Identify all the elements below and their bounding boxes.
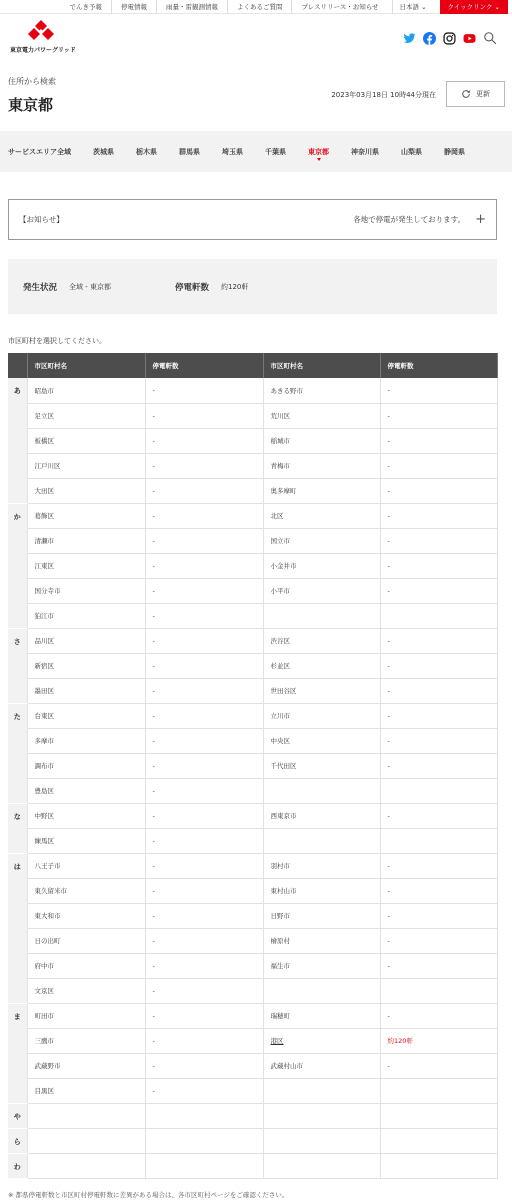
table-row bbox=[8, 678, 497, 703]
outage-count-cell: - bbox=[145, 778, 263, 803]
municipality-name-cell[interactable]: 福生市 bbox=[263, 953, 380, 978]
table-row bbox=[8, 1128, 497, 1153]
expand-plus-icon[interactable]: + bbox=[475, 212, 486, 227]
municipality-name-cell[interactable]: 中央区 bbox=[263, 728, 380, 753]
kana-group-label: ら bbox=[8, 1128, 27, 1153]
table-row bbox=[8, 778, 497, 803]
outage-count-cell: - bbox=[380, 503, 497, 528]
table-row bbox=[8, 953, 497, 978]
municipality-name-cell bbox=[263, 1103, 380, 1128]
tab-yamanashi[interactable]: 山梨県 bbox=[401, 147, 422, 156]
outage-count-cell: - bbox=[380, 728, 497, 753]
table-row bbox=[8, 453, 497, 478]
outage-count-label: 停電軒数 bbox=[175, 282, 210, 293]
outage-count-cell: - bbox=[145, 953, 263, 978]
table-row bbox=[8, 1003, 497, 1028]
status-label: 発生状況 bbox=[23, 282, 58, 293]
municipality-name-cell[interactable]: 小金井市 bbox=[263, 553, 380, 578]
table-row bbox=[8, 628, 497, 653]
outage-count-cell bbox=[380, 978, 497, 1003]
table-row bbox=[8, 1053, 497, 1078]
prefecture-tabs bbox=[0, 131, 512, 172]
outage-count-cell: - bbox=[145, 1028, 263, 1053]
municipality-name-cell[interactable]: 調布市 bbox=[27, 753, 145, 778]
instagram-icon[interactable] bbox=[443, 30, 456, 43]
municipality-name-cell[interactable]: 国分寺市 bbox=[27, 578, 145, 603]
refresh-button[interactable] bbox=[446, 81, 505, 107]
municipality-name-cell[interactable]: 狛江市 bbox=[27, 603, 145, 628]
outage-count-cell bbox=[380, 828, 497, 853]
municipality-name-cell[interactable]: 日の出町 bbox=[27, 928, 145, 953]
outage-count-cell: - bbox=[380, 903, 497, 928]
table-row bbox=[8, 828, 497, 853]
outage-count-cell: - bbox=[380, 928, 497, 953]
table-row bbox=[8, 1078, 497, 1103]
outage-count-cell bbox=[380, 1128, 497, 1153]
table-row bbox=[8, 528, 497, 553]
municipality-name-cell[interactable]: 稲城市 bbox=[263, 428, 380, 453]
kana-group-label: は bbox=[8, 853, 27, 1003]
outage-count-cell: - bbox=[145, 428, 263, 453]
municipality-name-cell[interactable]: 三鷹市 bbox=[27, 1028, 145, 1053]
outage-count-cell: - bbox=[145, 978, 263, 1003]
outage-count-cell: - bbox=[380, 428, 497, 453]
table-row bbox=[8, 1028, 497, 1053]
outage-count-cell: - bbox=[145, 878, 263, 903]
kana-group-label: さ bbox=[8, 628, 27, 703]
municipality-name-cell bbox=[263, 828, 380, 853]
table-row bbox=[8, 853, 497, 878]
municipality-name-cell[interactable]: 品川区 bbox=[27, 628, 145, 653]
column-header-municipality: 市区町村名 bbox=[27, 353, 145, 378]
table-row bbox=[8, 503, 497, 528]
language-label: 日本語 bbox=[399, 2, 420, 11]
outage-count-cell: - bbox=[380, 853, 497, 878]
table-row bbox=[8, 553, 497, 578]
quick-link-label: クイックリンク bbox=[447, 2, 493, 11]
quick-link-button[interactable] bbox=[440, 0, 508, 14]
outage-count-value: 約120軒 bbox=[221, 282, 249, 291]
municipality-name-cell[interactable]: 世田谷区 bbox=[263, 678, 380, 703]
table-row bbox=[8, 403, 497, 428]
outage-count-cell: - bbox=[145, 803, 263, 828]
table-row bbox=[8, 378, 497, 403]
search-icon[interactable] bbox=[483, 30, 496, 43]
column-header-outage-count: 停電軒数 bbox=[380, 353, 497, 378]
kana-group-label: ま bbox=[8, 1003, 27, 1103]
outage-count-cell: - bbox=[380, 378, 497, 403]
outage-count-cell: - bbox=[380, 753, 497, 778]
utility-link-teiden[interactable]: 停電情報 bbox=[111, 0, 156, 14]
municipality-name-cell[interactable]: 瑞穂町 bbox=[263, 1003, 380, 1028]
outage-count-cell: - bbox=[145, 478, 263, 503]
notice-message: 各地で停電が発生しております。 bbox=[353, 215, 466, 224]
status-area: 全域 - 東京都 bbox=[69, 282, 111, 291]
outage-count-cell bbox=[145, 1153, 263, 1178]
outage-count-cell: - bbox=[145, 903, 263, 928]
tab-ibaraki[interactable]: 茨城県 bbox=[93, 147, 114, 156]
municipality-name-cell[interactable]: 豊島区 bbox=[27, 778, 145, 803]
municipality-name-cell[interactable]: 奥多摩町 bbox=[263, 478, 380, 503]
outage-count-cell: - bbox=[380, 553, 497, 578]
outage-count-cell: - bbox=[145, 703, 263, 728]
outage-count-cell: - bbox=[145, 653, 263, 678]
municipality-name-cell[interactable]: 墨田区 bbox=[27, 678, 145, 703]
table-row bbox=[8, 753, 497, 778]
municipality-name-cell[interactable]: 立川市 bbox=[263, 703, 380, 728]
outage-count-cell: - bbox=[145, 553, 263, 578]
utility-link-faq[interactable]: よくあるご質問 bbox=[227, 0, 292, 14]
municipality-name-cell[interactable]: 西東京市 bbox=[263, 803, 380, 828]
tab-kanagawa[interactable]: 神奈川県 bbox=[351, 147, 379, 156]
column-header-outage-count: 停電軒数 bbox=[145, 353, 263, 378]
municipality-name-cell[interactable]: 杉並区 bbox=[263, 653, 380, 678]
outage-count-cell: - bbox=[380, 1053, 497, 1078]
update-timestamp: 2023年03月18日 10時44分現在 bbox=[331, 91, 436, 99]
outage-count-cell: - bbox=[145, 578, 263, 603]
table-row bbox=[8, 978, 497, 1003]
outage-count-cell: - bbox=[145, 528, 263, 553]
outage-count-cell: - bbox=[380, 803, 497, 828]
table-row bbox=[8, 478, 497, 503]
municipality-name-cell[interactable]: 東久留米市 bbox=[27, 878, 145, 903]
municipality-name-cell[interactable]: 東村山市 bbox=[263, 878, 380, 903]
municipality-name-cell[interactable]: 大田区 bbox=[27, 478, 145, 503]
municipality-name-cell[interactable]: 昭島市 bbox=[27, 378, 145, 403]
outage-count-cell: - bbox=[380, 628, 497, 653]
outage-count-cell: - bbox=[145, 378, 263, 403]
refresh-icon bbox=[461, 89, 471, 99]
instruction-text: 市区町村を選択してください。 bbox=[8, 337, 106, 345]
outage-count-cell: - bbox=[145, 628, 263, 653]
municipality-name-cell[interactable]: 清瀬市 bbox=[27, 528, 145, 553]
municipality-name-cell bbox=[27, 1128, 145, 1153]
municipality-name-cell[interactable]: 青梅市 bbox=[263, 453, 380, 478]
table-row bbox=[8, 603, 497, 628]
outage-count-cell: - bbox=[145, 678, 263, 703]
municipality-name-cell bbox=[263, 1153, 380, 1178]
municipality-name-cell[interactable]: 練馬区 bbox=[27, 828, 145, 853]
notice-panel[interactable] bbox=[8, 199, 497, 240]
outage-count-cell: - bbox=[380, 403, 497, 428]
tab-gunma[interactable]: 群馬県 bbox=[179, 147, 200, 156]
footnote: ※ 都県停電軒数と市区町村停電軒数に差異がある場合は、各市区町村ページをご確認ください。 bbox=[8, 1191, 289, 1199]
youtube-icon[interactable] bbox=[463, 30, 476, 43]
municipality-name-cell[interactable]: 江戸川区 bbox=[27, 453, 145, 478]
municipality-name-cell[interactable]: 文京区 bbox=[27, 978, 145, 1003]
table-body bbox=[8, 378, 497, 1178]
table-row bbox=[8, 878, 497, 903]
outage-count-cell bbox=[145, 1128, 263, 1153]
municipality-name-cell[interactable]: 板橋区 bbox=[27, 428, 145, 453]
municipality-name-cell[interactable]: 目黒区 bbox=[27, 1078, 145, 1103]
municipality-name-cell[interactable]: 国立市 bbox=[263, 528, 380, 553]
kana-group-label: な bbox=[8, 803, 27, 853]
outage-count-cell bbox=[145, 1103, 263, 1128]
municipality-name-cell bbox=[27, 1103, 145, 1128]
utility-link-rain-lightning[interactable]: 雨量・雷観測情報 bbox=[156, 0, 227, 14]
municipality-name-cell[interactable]: 中野区 bbox=[27, 803, 145, 828]
outage-count-cell bbox=[380, 1153, 497, 1178]
table-row bbox=[8, 703, 497, 728]
outage-count-cell: - bbox=[380, 578, 497, 603]
tab-chiba[interactable]: 千葉県 bbox=[265, 147, 286, 156]
site-logo[interactable] bbox=[10, 20, 80, 56]
municipality-name-cell[interactable]: 府中市 bbox=[27, 953, 145, 978]
facebook-icon[interactable] bbox=[423, 30, 436, 43]
utility-link-denki-yoho[interactable]: でんき予報 bbox=[69, 2, 102, 11]
table-row bbox=[8, 903, 497, 928]
outage-count-cell: - bbox=[380, 453, 497, 478]
logo-mark-icon bbox=[28, 20, 54, 42]
table-row bbox=[8, 728, 497, 753]
tab-saitama[interactable]: 埼玉県 bbox=[222, 147, 243, 156]
municipality-name-cell[interactable]: 町田市 bbox=[27, 1003, 145, 1028]
outage-count-cell bbox=[380, 603, 497, 628]
chevron-down-icon: ⌄ bbox=[421, 2, 427, 11]
kana-group-label: わ bbox=[8, 1153, 27, 1178]
twitter-icon[interactable] bbox=[403, 30, 416, 43]
municipality-name-cell bbox=[263, 978, 380, 1003]
municipality-name-cell[interactable]: 羽村市 bbox=[263, 853, 380, 878]
table-row bbox=[8, 928, 497, 953]
municipality-name-cell bbox=[263, 778, 380, 803]
municipality-name-cell[interactable]: 武蔵村山市 bbox=[263, 1053, 380, 1078]
table-row bbox=[8, 1103, 497, 1128]
outage-count-cell: - bbox=[145, 928, 263, 953]
kana-group-label: か bbox=[8, 503, 27, 628]
outage-count-cell: - bbox=[145, 1078, 263, 1103]
municipality-name-cell[interactable]: 多摩市 bbox=[27, 728, 145, 753]
municipality-name-cell[interactable]: 江東区 bbox=[27, 553, 145, 578]
social-icons bbox=[403, 30, 496, 43]
outage-count-cell: - bbox=[145, 503, 263, 528]
municipality-name-cell[interactable]: 葛飾区 bbox=[27, 503, 145, 528]
chevron-down-icon: ⌄ bbox=[494, 2, 500, 11]
outage-count-cell: - bbox=[380, 678, 497, 703]
breadcrumb[interactable]: 住所から検索 bbox=[8, 77, 56, 86]
outage-count-cell: - bbox=[380, 703, 497, 728]
table-header-row bbox=[8, 353, 497, 378]
kana-group-label: た bbox=[8, 703, 27, 803]
outage-count-cell bbox=[380, 1078, 497, 1103]
tab-service-area-all[interactable]: サービスエリア全域 bbox=[8, 147, 71, 156]
outage-count-cell: - bbox=[145, 1053, 263, 1078]
language-selector[interactable] bbox=[392, 0, 434, 14]
outage-count-cell: - bbox=[145, 828, 263, 853]
outage-status-panel bbox=[8, 259, 497, 314]
municipality-name-cell[interactable]: 足立区 bbox=[27, 403, 145, 428]
outage-count-cell: - bbox=[380, 478, 497, 503]
municipality-table bbox=[8, 353, 498, 1179]
kana-group-label: あ bbox=[8, 378, 27, 503]
outage-count-cell: - bbox=[145, 853, 263, 878]
municipality-name-cell bbox=[263, 1128, 380, 1153]
outage-count-cell: - bbox=[380, 878, 497, 903]
outage-count-cell: - bbox=[145, 753, 263, 778]
municipality-name-cell[interactable]: 檜原村 bbox=[263, 928, 380, 953]
outage-count-cell: - bbox=[145, 453, 263, 478]
municipality-name-cell[interactable]: 小平市 bbox=[263, 578, 380, 603]
table-row bbox=[8, 578, 497, 603]
municipality-name-cell[interactable]: 港区 bbox=[263, 1028, 380, 1053]
tab-tochigi[interactable]: 栃木県 bbox=[136, 147, 157, 156]
outage-count-cell: - bbox=[380, 1003, 497, 1028]
municipality-name-cell bbox=[263, 1078, 380, 1103]
municipality-name-cell[interactable]: 千代田区 bbox=[263, 753, 380, 778]
outage-count-cell: - bbox=[145, 403, 263, 428]
outage-count-cell: - bbox=[145, 728, 263, 753]
outage-count-cell: 約120軒 bbox=[380, 1028, 497, 1053]
tab-shizuoka[interactable]: 静岡県 bbox=[444, 147, 465, 156]
municipality-name-cell[interactable]: 北区 bbox=[263, 503, 380, 528]
kana-group-label: や bbox=[8, 1103, 27, 1128]
outage-count-cell: - bbox=[145, 1003, 263, 1028]
municipality-name-cell[interactable]: 渋谷区 bbox=[263, 628, 380, 653]
outage-count-cell: - bbox=[380, 953, 497, 978]
page-title: 東京都 bbox=[8, 96, 54, 114]
tab-tokyo[interactable]: 東京都 bbox=[308, 147, 329, 156]
municipality-name-cell[interactable]: 東大和市 bbox=[27, 903, 145, 928]
municipality-name-cell bbox=[27, 1153, 145, 1178]
table-row bbox=[8, 653, 497, 678]
outage-count-cell: - bbox=[380, 653, 497, 678]
municipality-name-cell[interactable]: あきる野市 bbox=[263, 378, 380, 403]
municipality-name-cell[interactable]: 武蔵野市 bbox=[27, 1053, 145, 1078]
refresh-label: 更新 bbox=[476, 90, 490, 98]
municipality-name-cell bbox=[263, 603, 380, 628]
outage-count-cell bbox=[380, 1103, 497, 1128]
outage-count-cell bbox=[380, 778, 497, 803]
municipality-name-cell[interactable]: 八王子市 bbox=[27, 853, 145, 878]
municipality-name-cell[interactable]: 荒川区 bbox=[263, 403, 380, 428]
logo-text: 東京電力パワーグリッド bbox=[10, 47, 76, 54]
municipality-name-cell[interactable]: 新宿区 bbox=[27, 653, 145, 678]
outage-count-cell: - bbox=[380, 528, 497, 553]
column-header-municipality: 市区町村名 bbox=[263, 353, 380, 378]
table-row bbox=[8, 803, 497, 828]
utility-link-press[interactable]: プレスリリース・お知らせ bbox=[291, 0, 387, 14]
municipality-name-cell[interactable]: 台東区 bbox=[27, 703, 145, 728]
utility-bar bbox=[0, 0, 512, 14]
notice-label: 【お知らせ】 bbox=[19, 215, 64, 224]
municipality-name-cell[interactable]: 日野市 bbox=[263, 903, 380, 928]
table-row bbox=[8, 1153, 497, 1178]
kana-header-cell bbox=[8, 353, 27, 378]
table-row bbox=[8, 428, 497, 453]
outage-count-cell: - bbox=[145, 603, 263, 628]
